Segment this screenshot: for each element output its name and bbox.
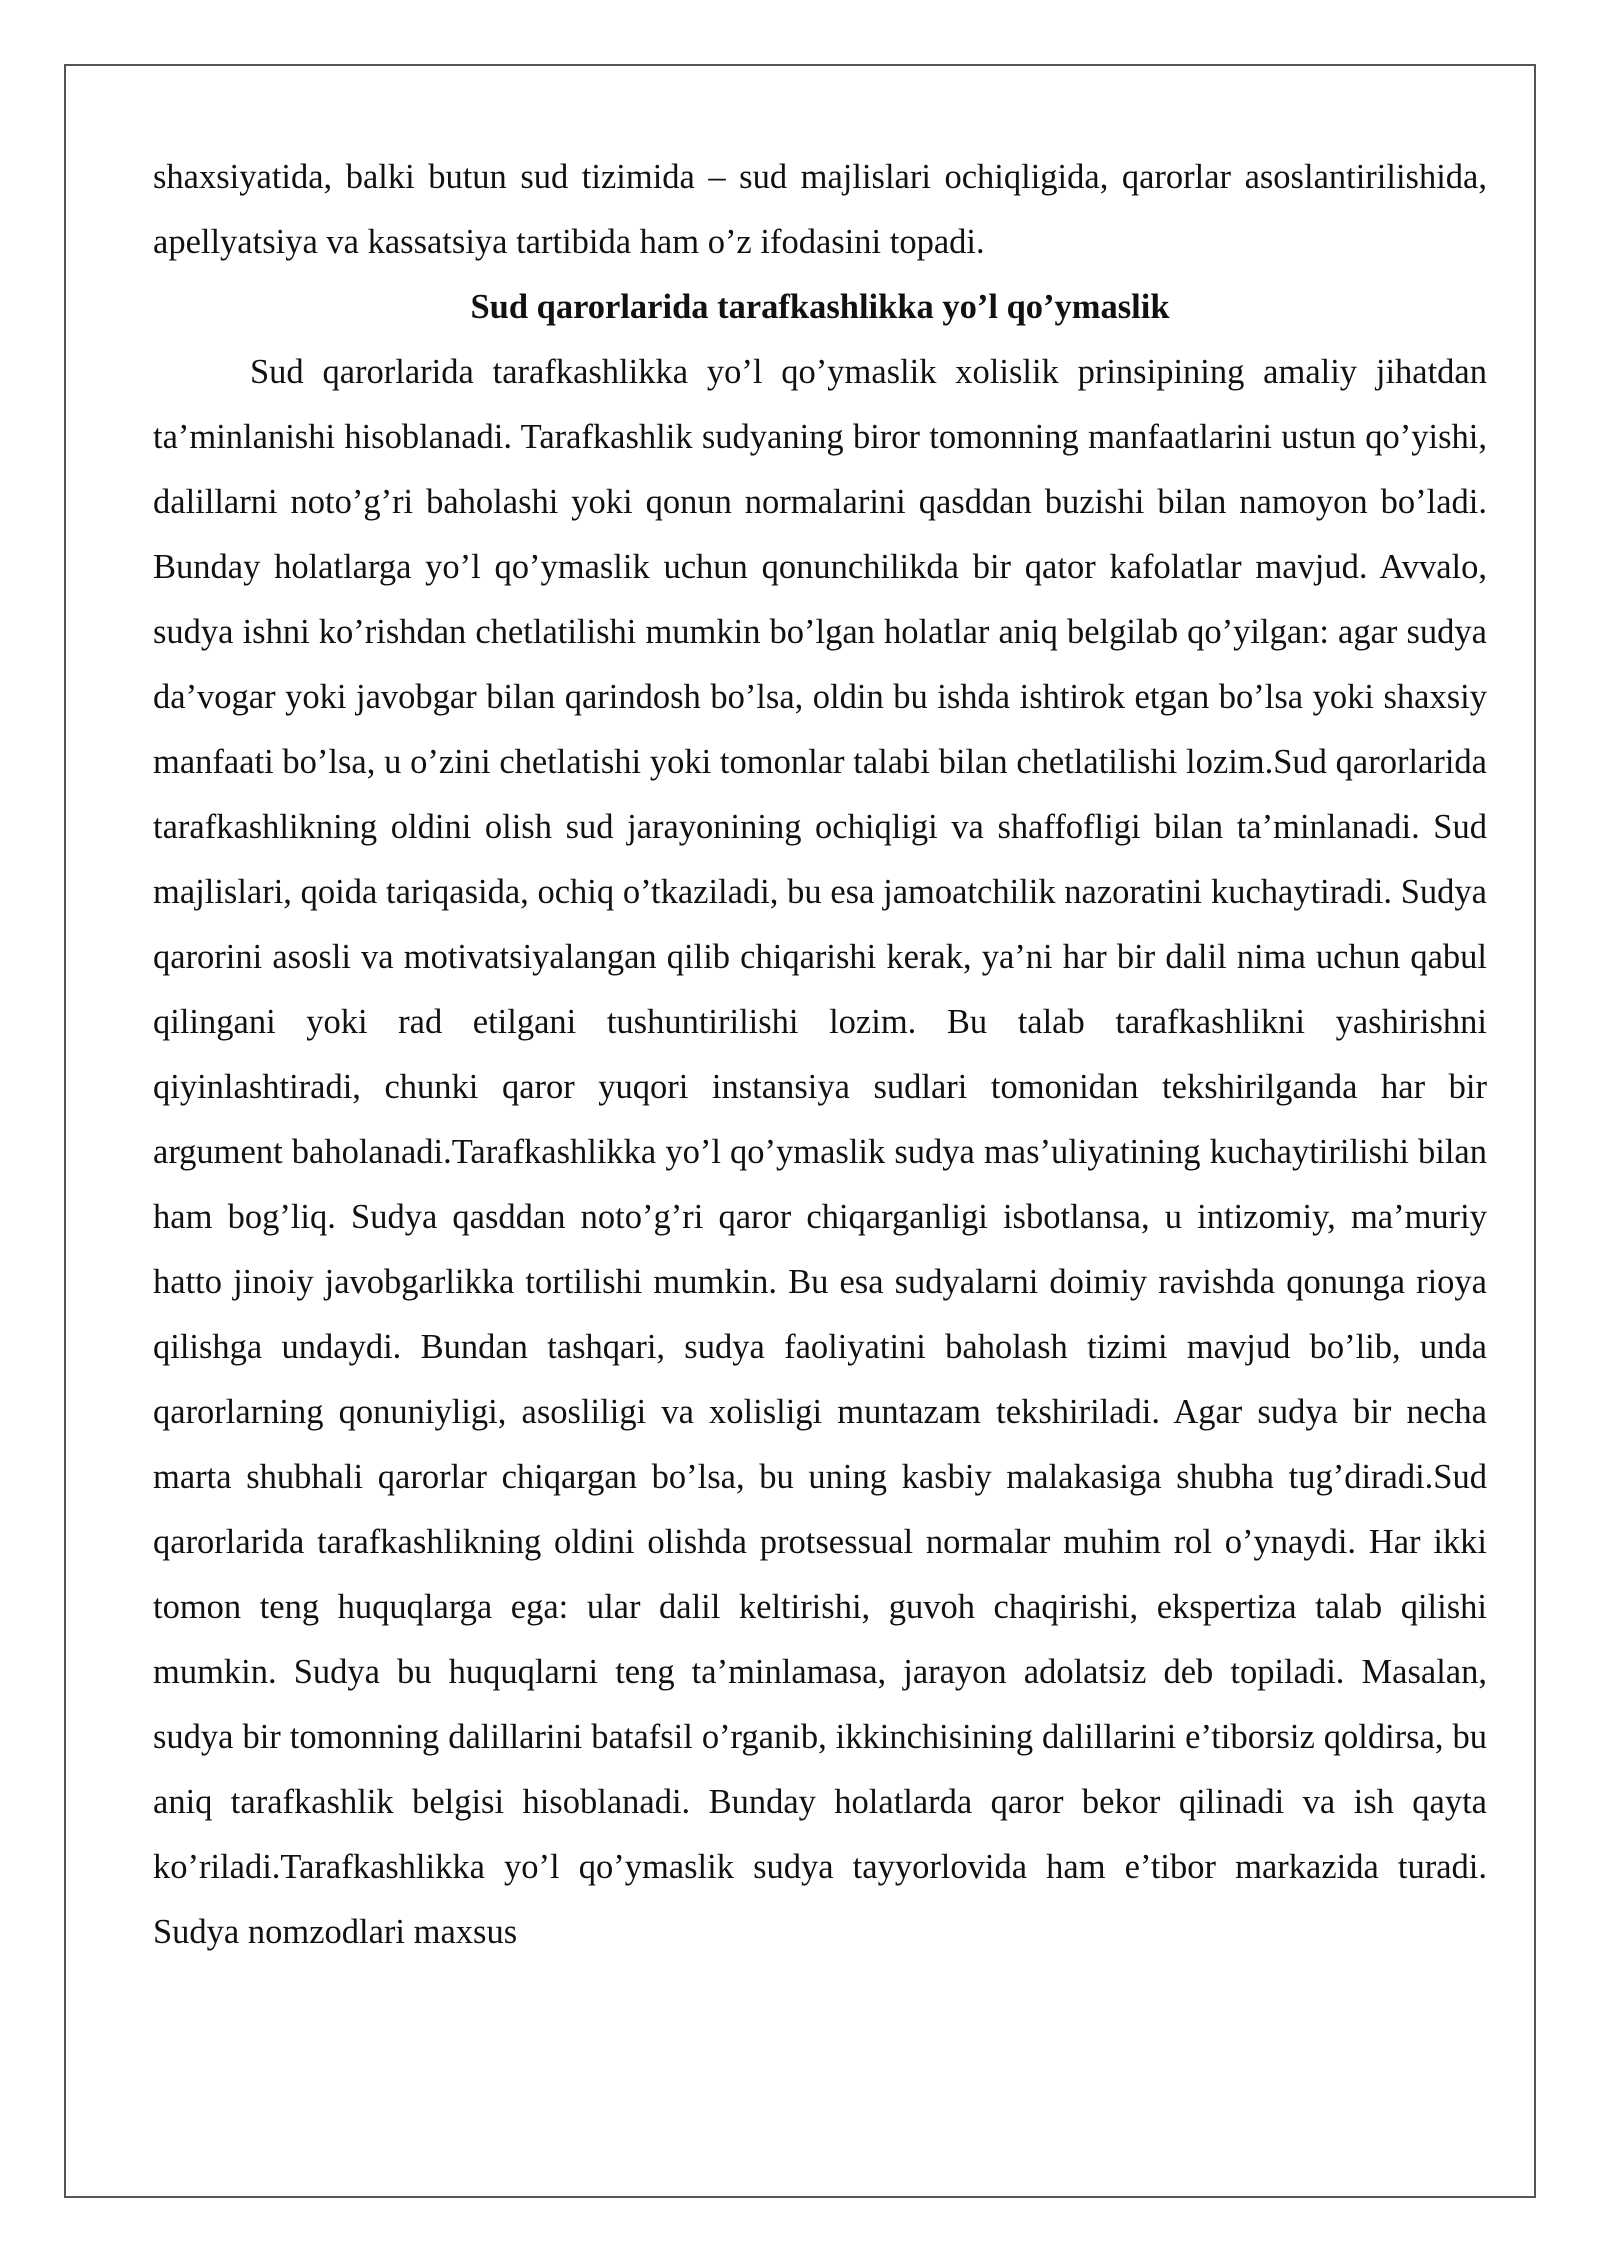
- section-heading: Sud qarorlarida tarafkashlikka yo’l qo’ymaslik: [470, 288, 1170, 326]
- document-body: [153, 145, 1487, 1965]
- continued-paragraph: shaxsiyatida, balki butun sud tizimida – sud majlislari ochiqligida, qarorlar asoslantirilishida, apellyatsiya va kassatsiya tartibida ham o’z ifodasini topadi.: [153, 158, 1487, 261]
- section-paragraph: Sud qarorlarida tarafkashlikka yo’l qo’ymaslik xolislik prinsipining amaliy jihatdan ta’minlanishi hisoblanadi. Tarafkashlik sudyaning biror tomonning manfaatlarini ustun qo’yishi, dalillarni noto’g’ri baholashi yoki qonun normalarini qasddan buzishi bilan namoyon bo’ladi. Bunday holatlarga yo’l qo’ymaslik uchun qonunchilikda bir qator kafolatlar mavjud. Avvalo, sudya ishni ko’rishdan chetlatilishi mumkin bo’lgan holatlar aniq belgilab qo’yilgan: agar sudya da’vogar yoki javobgar bilan qarindosh bo’lsa, oldin bu ishda ishtirok etgan bo’lsa yoki shaxsiy manfaati bo’lsa, u o’zini chetlatishi yoki tomonlar talabi bilan chetlatilishi lozim.Sud qarorlarida tarafkashlikning oldini olish sud jarayonining ochiqligi va shaffofligi bilan ta’minlanadi. Sud majlislari, qoida tariqasida, ochiq o’tkaziladi, bu esa jamoatchilik nazoratini kuchaytiradi. Sudya qarorini asosli va motivatsiyalangan qilib chiqarishi kerak, ya’ni har bir dalil nima uchun qabul qilingani yoki rad etilgani tushuntirilishi lozim. Bu talab tarafkashlikni yashirishni qiyinlashtiradi, chunki qaror yuqori instansiya sudlari tomonidan tekshirilganda har bir argument baholanadi.Tarafkashlikka yo’l qo’ymaslik sudya mas’uliyatining kuchaytirilishi bilan ham bog’liq. Sudya qasddan noto’g’ri qaror chiqarganligi isbotlansa, u intizomiy, ma’muriy hatto jinoiy javobgarlikka tortilishi mumkin. Bu esa sudyalarni doimiy ravishda qonunga rioya qilishga undaydi. Bundan tashqari, sudya faoliyatini baholash tizimi mavjud bo’lib, unda qarorlarning qonuniyligi, asosliligi va xolisligi muntazam tekshiriladi. Agar sudya bir necha marta shubhali qarorlar chiqargan bo’lsa, bu uning kasbiy malakasiga shubha tug’diradi.Sud qarorlarida tarafkashlikning oldini olishda protsessual normalar muhim rol o’ynaydi. Har ikki tomon teng huquqlarga ega: ular dalil keltirishi, guvoh chaqirishi, ekspertiza talab qilishi mumkin. Sudya bu huquqlarni teng ta’minlamasa, jarayon adolatsiz deb topiladi. Masalan, sudya bir tomonning dalillarini batafsil o’rganib, ikkinchisining dalillarini e’tiborsiz qoldirsa, bu aniq tarafkashlik belgisi hisoblanadi. Bunday holatlarda qaror bekor qilinadi va ish qayta ko’riladi.Tarafkashlikka yo’l qo’ymaslik sudya tayyorlovida ham e’tibor markazida turadi. Sudya nomzodlari maxsus: [153, 353, 1487, 1951]
